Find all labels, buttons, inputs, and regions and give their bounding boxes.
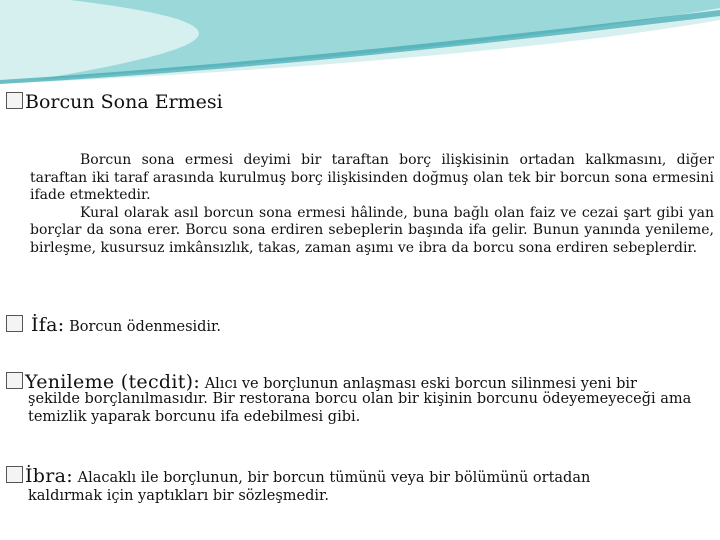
item-term: İbra: — [25, 465, 73, 487]
header-wave-decoration — [0, 0, 720, 86]
slide-title-text: Borcun Sona Ermesi — [25, 91, 223, 113]
bullet-box-icon — [6, 92, 23, 109]
item-description-continued: şekilde borçlanılmasıdır. Bir restorana borcu olan bir kişinin borcunu ödeyemeyeceği ama temizlik yaparak borcunu ifa edebilmesi gibi. — [28, 391, 692, 425]
intro-paragraph: Borcun sona ermesi deyimi bir taraftan borç ilişkisinin ortadan kalkmasını, diğer taraftan iki taraf arasında kurulmuş borç ilişkisinden doğmuş olan tek bir borcun sona ermesini ifade etmektedir. — [30, 152, 714, 203]
item-description: Alacaklı ile borçlunun, bir borcun tümünü veya bir bölümünü ortadan — [72, 470, 591, 486]
item-description-continued: kaldırmak için yaptıkları bir sözleşmedir. — [28, 488, 330, 504]
item-description: Alıcı ve borçlunun anlaşması eski borcun silinmesi yeni bir — [200, 376, 637, 392]
item-ifa — [6, 314, 712, 336]
item-term: Yenileme (tecdit): — [25, 371, 201, 393]
item-ibra — [6, 465, 712, 506]
item-term: İfa: — [31, 314, 65, 336]
item-yenileme — [6, 371, 712, 426]
item-description: Borcun ödenmesidir. — [64, 319, 222, 335]
bullet-box-icon — [6, 466, 23, 483]
intro-paragraphs — [30, 152, 714, 257]
slide-title — [6, 89, 223, 115]
bullet-box-icon — [6, 372, 23, 389]
bullet-box-icon — [6, 315, 23, 332]
intro-paragraph: Kural olarak asıl borcun sona ermesi hâlinde, buna bağlı olan faiz ve cezai şart gibi yan borçlar da sona erer. Borcu sona erdiren sebeplerin başında ifa gelir. Bunun yanında yenileme, birleşme, kusursuz imkânsızlık, takas, zaman aşımı ve ibra da borcu sona erdiren sebeplerdir. — [30, 204, 714, 256]
